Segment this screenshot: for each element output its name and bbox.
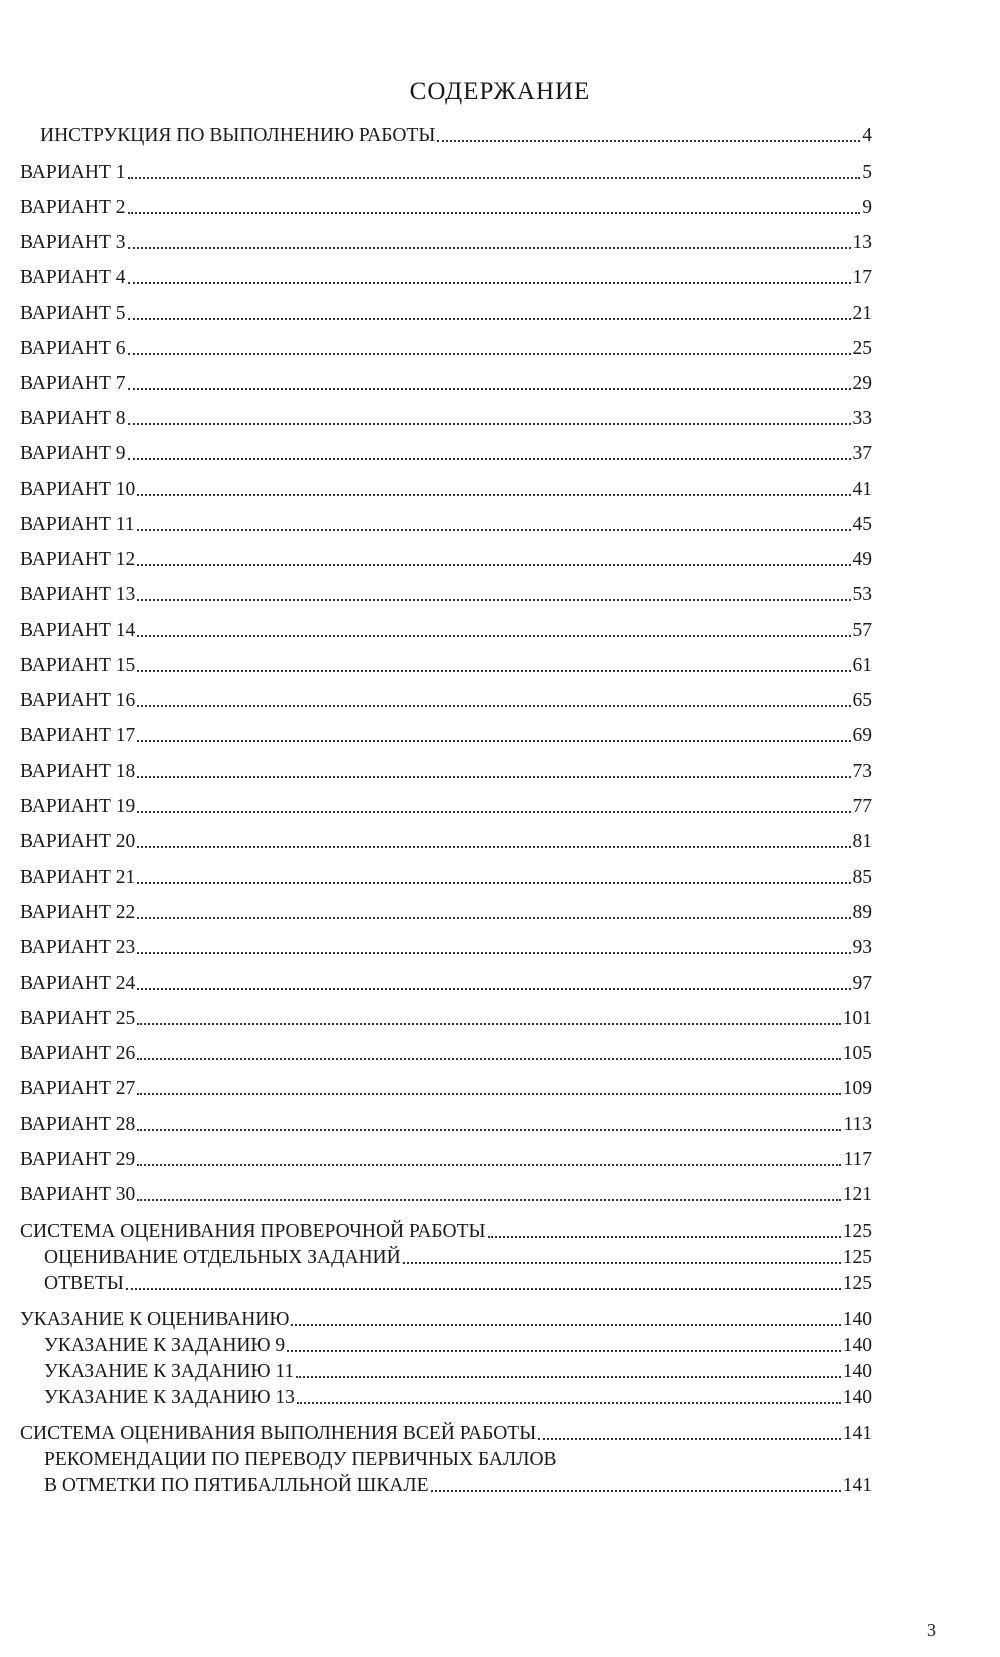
toc-entry-label: ВАРИАНТ 21	[20, 867, 136, 888]
toc-entry-page: 4	[862, 125, 872, 146]
toc-entry-variant	[20, 372, 872, 396]
toc-entry-label: УКАЗАНИЕ К ЗАДАНИЮ 9	[44, 1335, 286, 1356]
leader-dots	[297, 1402, 841, 1404]
toc-entry-page: 77	[852, 796, 872, 817]
leader-dots	[128, 388, 851, 390]
leader-dots	[128, 318, 851, 320]
toc-entry-label: ВАРИАНТ 26	[20, 1043, 136, 1064]
toc-entry-label: ВАРИАНТ 9	[20, 443, 126, 464]
toc-entry-subsection	[44, 1386, 872, 1410]
toc-entry-label: УКАЗАНИЕ К ОЦЕНИВАНИЮ	[20, 1309, 290, 1330]
toc-entry-label: ВАРИАНТ 17	[20, 725, 136, 746]
toc-entry-page: 141	[842, 1423, 872, 1444]
toc-entry-label: ОТВЕТЫ	[44, 1273, 124, 1294]
toc-entry-page: 45	[852, 514, 872, 535]
toc-entry-page: 125	[842, 1221, 872, 1242]
toc-entry-variant	[20, 302, 872, 326]
toc-entry-label: ВАРИАНТ 25	[20, 1008, 136, 1029]
toc-entry-variant	[20, 1113, 872, 1137]
leader-dots	[403, 1262, 841, 1264]
toc-entry-variant	[20, 936, 872, 960]
toc-entry-page: 25	[852, 338, 872, 359]
toc-entry-page: 69	[852, 725, 872, 746]
leader-dots	[128, 247, 851, 249]
leader-dots	[137, 670, 850, 672]
toc-entry-page: 5	[862, 162, 872, 183]
toc-entry-page: 81	[852, 831, 872, 852]
leader-dots	[137, 917, 850, 919]
toc-entry-variant	[20, 830, 872, 854]
toc-entry-page: 53	[852, 584, 872, 605]
leader-dots	[291, 1324, 840, 1326]
toc-entry-label: СИСТЕМА ОЦЕНИВАНИЯ ВЫПОЛНЕНИЯ ВСЕЙ РАБОТЫ	[20, 1423, 537, 1444]
toc-entry-variant	[20, 231, 872, 255]
toc-entry-label: ВАРИАНТ 12	[20, 549, 136, 570]
toc-entry-label: ВАРИАНТ 24	[20, 973, 136, 994]
toc-entry-page: 21	[852, 303, 872, 324]
toc-entry-page: 125	[842, 1247, 872, 1268]
toc-entry-page: 117	[843, 1149, 872, 1170]
leader-dots	[137, 529, 851, 531]
toc-entry-page: 37	[852, 443, 872, 464]
leader-dots	[137, 1093, 841, 1095]
toc-entry-page: 41	[852, 479, 872, 500]
toc-entry-variant	[20, 337, 872, 361]
toc-entry-page: 49	[852, 549, 872, 570]
toc-entry-variant	[20, 1007, 872, 1031]
toc-entry-variant	[20, 654, 872, 678]
toc-entry-subsection	[44, 1334, 872, 1358]
toc-entry-variant	[20, 619, 872, 643]
toc-entry-variant	[20, 442, 872, 466]
toc-entry-variant	[20, 513, 872, 537]
leader-dots	[137, 882, 850, 884]
leader-dots	[137, 1164, 841, 1166]
toc-entry-variant	[20, 1042, 872, 1066]
page-title: СОДЕРЖАНИЕ	[409, 78, 591, 105]
toc-entry-variant	[20, 478, 872, 502]
toc-entry-variant	[20, 901, 872, 925]
toc-entry-section	[20, 1422, 872, 1446]
leader-dots	[128, 458, 851, 460]
toc-entry-variant	[20, 196, 872, 220]
toc-entry-label: ВАРИАНТ 6	[20, 338, 126, 359]
toc-entry-page: 121	[842, 1184, 872, 1205]
toc-entry-page: 113	[843, 1114, 872, 1135]
toc-entry-variant	[20, 760, 872, 784]
toc-entry-variant	[20, 1148, 872, 1172]
leader-dots	[137, 776, 850, 778]
toc-entry-variant	[20, 161, 872, 185]
toc-entry-label: ВАРИАНТ 16	[20, 690, 136, 711]
toc-entry-page: 140	[842, 1309, 872, 1330]
toc-entry-variant	[20, 266, 872, 290]
toc-entry-label: РЕКОМЕНДАЦИИ ПО ПЕРЕВОДУ ПЕРВИЧНЫХ БАЛЛОВ	[44, 1449, 557, 1470]
toc-entry-page: 57	[852, 620, 872, 641]
toc-entry-label: ВАРИАНТ 20	[20, 831, 136, 852]
toc-entry-label: ВАРИАНТ 18	[20, 761, 136, 782]
toc-entry-page: 97	[852, 973, 872, 994]
toc-entry-label: ВАРИАНТ 3	[20, 232, 126, 253]
leader-dots	[137, 988, 850, 990]
leader-dots	[128, 177, 861, 179]
toc-entry-page: 140	[842, 1335, 872, 1356]
toc-entry-page: 140	[842, 1361, 872, 1382]
leader-dots	[488, 1236, 841, 1238]
leader-dots	[128, 212, 861, 214]
toc-entry-subsection-line2	[44, 1474, 872, 1498]
toc-entry-page: 17	[852, 267, 872, 288]
toc-entry-label: В ОТМЕТКИ ПО ПЯТИБАЛЛЬНОЙ ШКАЛЕ	[44, 1475, 429, 1496]
leader-dots	[287, 1350, 841, 1352]
leader-dots	[137, 952, 850, 954]
leader-dots	[137, 599, 850, 601]
toc-entry-page: 109	[842, 1078, 872, 1099]
leader-dots	[137, 1058, 841, 1060]
leader-dots	[137, 740, 850, 742]
toc-entry-label: ВАРИАНТ 23	[20, 937, 136, 958]
page-number: 3	[927, 1620, 936, 1640]
leader-dots	[137, 1129, 841, 1131]
toc-entry-label: ВАРИАНТ 11	[20, 514, 135, 535]
leader-dots	[137, 564, 850, 566]
leader-dots	[137, 846, 850, 848]
toc-entry-label: ВАРИАНТ 15	[20, 655, 136, 676]
leader-dots	[538, 1438, 841, 1440]
toc-entry-label: УКАЗАНИЕ К ЗАДАНИЮ 13	[44, 1387, 295, 1408]
toc-entry-page: 13	[852, 232, 872, 253]
leader-dots	[137, 705, 850, 707]
toc-entry-section	[20, 1308, 872, 1332]
leader-dots	[431, 1490, 841, 1492]
toc-entry-page: 61	[852, 655, 872, 676]
toc-entry-label: ВАРИАНТ 30	[20, 1184, 136, 1205]
toc-entry-label: ВАРИАНТ 28	[20, 1114, 136, 1135]
toc-entry-subsection	[44, 1246, 872, 1270]
leader-dots	[137, 1199, 841, 1201]
toc-entry-subsection	[44, 1272, 872, 1296]
toc-entry-label: ВАРИАНТ 8	[20, 408, 126, 429]
toc-entry-label: ВАРИАНТ 29	[20, 1149, 136, 1170]
toc-entry-page: 93	[852, 937, 872, 958]
toc-entry-label: ВАРИАНТ 27	[20, 1078, 136, 1099]
toc-entry-subsection	[44, 1360, 872, 1384]
leader-dots	[137, 811, 850, 813]
leader-dots	[437, 140, 860, 142]
leader-dots	[137, 635, 850, 637]
toc-entry-label: СИСТЕМА ОЦЕНИВАНИЯ ПРОВЕРОЧНОЙ РАБОТЫ	[20, 1221, 486, 1242]
toc-entry-label: ВАРИАНТ 7	[20, 373, 126, 394]
toc-entry-page: 125	[842, 1273, 872, 1294]
toc-entry-variant	[20, 407, 872, 431]
toc-entry-page: 141	[842, 1475, 872, 1496]
toc-entry-variant	[20, 866, 872, 890]
toc-entry-page: 65	[852, 690, 872, 711]
leader-dots	[137, 494, 850, 496]
toc-entry-label: ВАРИАНТ 22	[20, 902, 136, 923]
toc-entry-page: 85	[852, 867, 872, 888]
toc-entry-page: 29	[852, 373, 872, 394]
toc-entry-label: УКАЗАНИЕ К ЗАДАНИЮ 11	[44, 1361, 295, 1382]
toc-entry-label: ОЦЕНИВАНИЕ ОТДЕЛЬНЫХ ЗАДАНИЙ	[44, 1247, 401, 1268]
toc-entry-variant	[20, 689, 872, 713]
toc-entry-label: ВАРИАНТ 4	[20, 267, 126, 288]
leader-dots	[128, 423, 851, 425]
toc-entry-label: ВАРИАНТ 14	[20, 620, 136, 641]
toc-entry-label: ВАРИАНТ 13	[20, 584, 136, 605]
toc-entry-label: ВАРИАНТ 19	[20, 796, 136, 817]
toc-entry-section	[20, 1220, 872, 1244]
leader-dots	[137, 1023, 841, 1025]
leader-dots	[128, 353, 851, 355]
toc-entry-label: ВАРИАНТ 10	[20, 479, 136, 500]
toc-entry-subsection-line1	[44, 1448, 872, 1472]
toc-entry-page: 73	[852, 761, 872, 782]
toc-entry-page: 105	[842, 1043, 872, 1064]
toc-entry-variant	[20, 548, 872, 572]
leader-dots	[128, 282, 851, 284]
toc-entry-variant	[20, 972, 872, 996]
toc-entry-label: ИНСТРУКЦИЯ ПО ВЫПОЛНЕНИЮ РАБОТЫ	[40, 125, 436, 146]
toc-entry-label: ВАРИАНТ 1	[20, 162, 126, 183]
toc-entry-page: 9	[862, 197, 872, 218]
toc-entry-variant	[20, 724, 872, 748]
leader-dots	[296, 1376, 841, 1378]
toc-entry-label: ВАРИАНТ 5	[20, 303, 126, 324]
toc-entry-label: ВАРИАНТ 2	[20, 197, 126, 218]
toc-entry-page: 89	[852, 902, 872, 923]
toc-entry-variant	[20, 795, 872, 819]
toc-entry-variant	[20, 583, 872, 607]
toc-entry-page: 101	[842, 1008, 872, 1029]
toc-entry-page: 33	[852, 408, 872, 429]
toc-entry-instructions	[40, 124, 872, 148]
leader-dots	[126, 1288, 841, 1290]
toc-entry-page: 140	[842, 1387, 872, 1408]
toc-entry-variant	[20, 1183, 872, 1207]
toc-entry-variant	[20, 1077, 872, 1101]
